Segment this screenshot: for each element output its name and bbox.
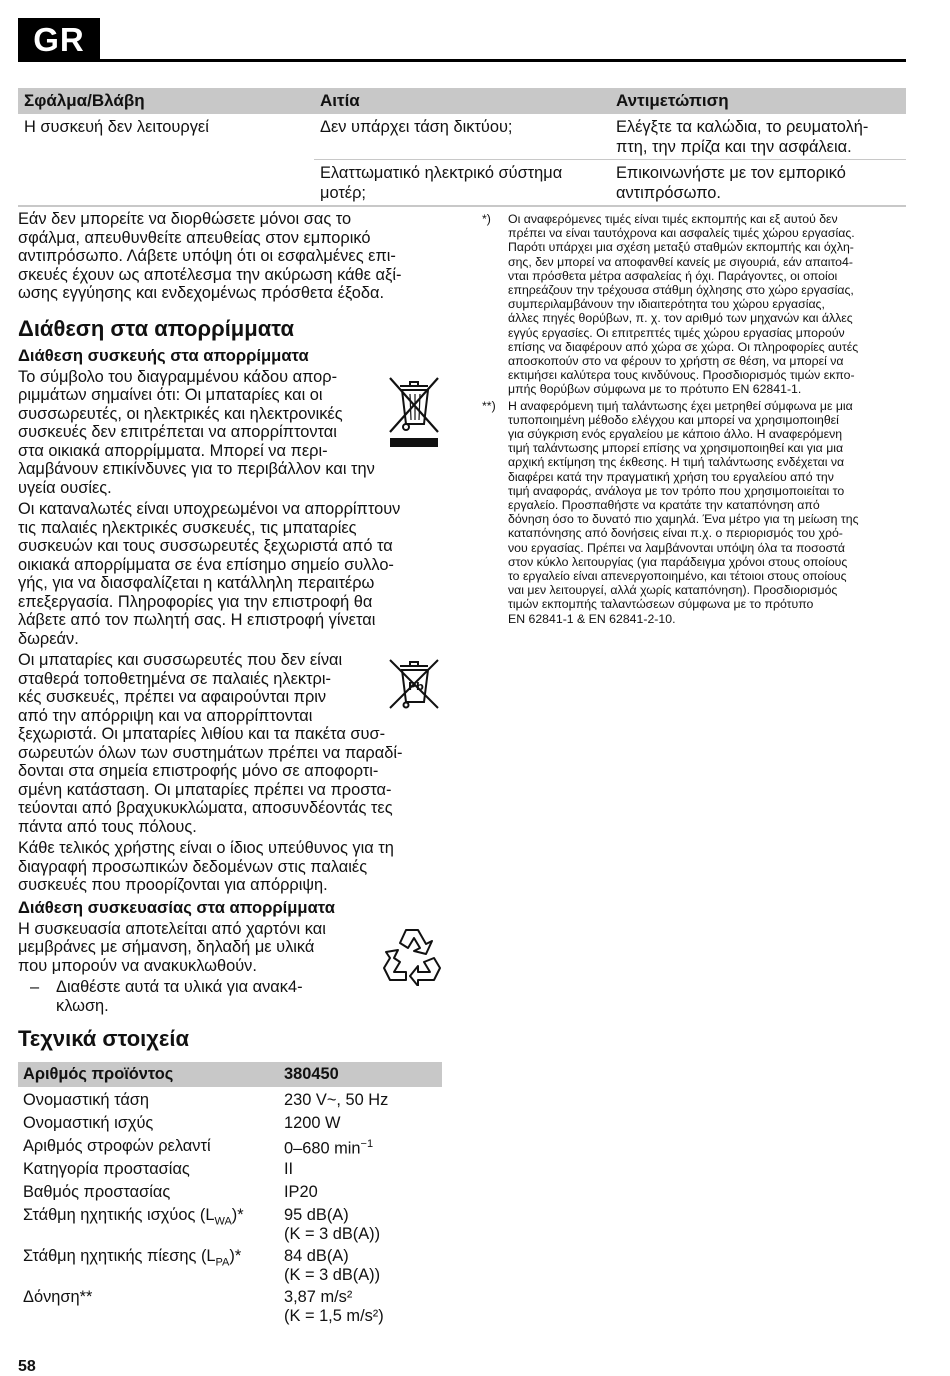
disposal-heading: Διάθεση στα απορρίμματα	[18, 315, 294, 341]
tech-data-heading: Τεχνικά στοιχεία	[18, 1026, 189, 1051]
footnote-1	[482, 212, 906, 397]
crossed-out-battery-bin-icon	[386, 656, 442, 712]
table-bottom-rule	[18, 205, 906, 207]
fault-cell-empty	[18, 160, 314, 205]
page-number: 58	[18, 1358, 36, 1375]
table-row: Ονομαστική ισχύς 1200 W	[23, 1114, 341, 1133]
device-paragraph-3: Οι μπαταρίες και συσσωρευτές που δεν είναι σταθερά τοποθετημένα σε παλαιές ηλεκτρι- κές συσκευές, πρέπει να αφαιρούνται πριν από την απόρριψη και να απορρίπτονται ξεχωριστά. Οι μπαταρίες λιθίου και τα πακέτα συσ- σωρευτών όλων των συστημάτων πρέπει να παραδί- δονται στα σημεία επιστροφής μόνο σε αποφορτι- σμένη κατάσταση. Οι μπαταρίες πρέπει να προστα- τεύονται από βραχυκυκλώματα, αποσυνδέοντάς τες πάντα από τους πόλους.	[18, 651, 403, 836]
table-header-row	[18, 88, 906, 114]
tech-data-table	[18, 1062, 442, 1325]
footnote-marker: **)	[482, 398, 496, 413]
crossed-out-wheelie-bin-icon	[384, 372, 444, 450]
recycling-icon	[380, 924, 444, 986]
footnote-marker: *)	[482, 212, 491, 226]
list-item-text: Διαθέστε αυτά τα υλικά για ανακ4- κλωση.	[56, 978, 303, 1015]
column-header-remedy: Αντιμετώπιση	[616, 91, 729, 110]
footnote-2	[482, 399, 906, 626]
table-row: Στάθμη ηχητικής ισχύος $(L_{WA})*$ 95 dB(A) (K = 3 dB(A))	[23, 1206, 381, 1243]
footnote-text: Οι αναφερόμενες τιμές είναι τιμές εκπομπής και εξ αυτού δεν πρέπει να είναι ταυτόχρονα και ασφαλείς τιμές χώρου εργασίας. Παρότι υπάρχει μια σχέση μεταξύ σταθμών εκπομπής και όχλη- σης, δεν μπορεί να αποφανθεί κανείς με σιγουριά, εάν απαιτο4- νται πρόσθετα μέτρα ασφαλείας ή όχι. Παράγοντες, οι οποίοι επηρεάζουν την τρέχουσα στάθμη όχλησης στο χώρο εργασίας, συμπεριλαμβάνουν την ιδιαιτερότητα του χώρου εργασίας, άλλες πηγές θορύβων, π. χ. τον αριθμό των μηχανών και άλλες εγγύς εργασίες. Οι επιτρεπτές τιμές χώρου εργασίας μπορούν επίσης να διαφέρουν από χώρα σε χώρα. Οι πληροφορίες αυτές αποσκοπούν στο να φέρουν το χρήστη σε θέση, να μπορεί να εκτιμήσει καλύτερα τους κινδύνους. Προσδιορισμός τιμών εκπο- μπής θορύβων σύμφωνα με το πρότυπο EN 62841-1.	[508, 212, 859, 397]
remedy-cell	[610, 114, 906, 159]
table-row: Βαθμός προστασίας IP20	[23, 1183, 318, 1202]
table-row: Δόνηση** 3,87 m/s² (K = 1,5 m/s²)	[23, 1288, 384, 1325]
list-dash: –	[30, 978, 40, 996]
cause-cell: Δεν υπάρχει τάση δικτύου;	[320, 118, 513, 136]
packaging-disposal-heading: Διάθεση συσκευασίας στα απορρίμματα	[18, 897, 335, 917]
packaging-paragraph: Η συσκευασία αποτελείται από χαρτόνι και μεμβράνες με σήμανση, δηλαδή με υλικά που μπορούν να ανακυκλωθούν.	[18, 919, 326, 975]
table-header-row	[18, 1062, 442, 1087]
device-paragraph-1: Το σύμβολο του διαγραμμένου κάδου απορ- ριμμάτων σημαίνει ότι: Οι μπαταρίες και οι συσσωρευτές, οι ηλεκτρικές και ηλεκτρονικές συσκευές δεν επιτρέπεται να απορρίπτονται στα οικιακά απορρίμματα. Μπορεί να περι- λαμβάνουν επικίνδυνες για το περιβάλλον και την υγεία ουσίες.	[18, 367, 375, 497]
header-rule	[100, 59, 906, 62]
table-row	[18, 114, 906, 159]
troubleshooting-table	[18, 88, 906, 207]
column-header-fault: Σφάλμα/Βλάβη	[24, 91, 145, 110]
remedy-line: Ελέγξτε τα καλώδια, το ρευματολή-	[616, 118, 869, 136]
product-number-value: 380450	[284, 1065, 339, 1084]
intro-paragraph: Εάν δεν μπορείτε να διορθώσετε μόνοι σας το σφάλμα, απευθυνθείτε απευθείας στον εμπορικό αντιπρόσωπο. Λάβετε υπόψη ότι οι εσφαλμένες επι- σκευές έχουν ως αποτέλεσμα την ακύρωση κάθε αξί- ωσης εγγύησης και ενδεχομένως πρόσθετα έξοδα.	[18, 210, 402, 302]
table-row: Κατηγορία προστασίας II	[23, 1160, 294, 1179]
remedy-cell	[610, 160, 906, 205]
device-paragraph-4: Κάθε τελικός χρήστης είναι ο ίδιος υπεύθυνος για τη διαγραφή προσωπικών δεδομένων στις παλαιές συσκευές που προορίζονται για απόρριψη.	[18, 839, 394, 894]
footnotes-column	[482, 212, 906, 626]
device-paragraph-2: Οι καταναλωτές είναι υποχρεωμένοι να απορρίπτουν τις παλαιές ηλεκτρικές συσκευές, τις μπαταρίες συσκευών και τους συσσωρευτές ξεχωριστά από τα οικιακά απορρίμματα σε ένα επίσημο σημείο συλλο- γής, για να διασφαλίζεται η κατάλληλη περαιτέρω επεξεργασία. Πληροφορίες για την επιστροφή θα λάβετε από τον πωλητή σας. Η επιστροφή γίνεται δωρεάν.	[18, 500, 401, 648]
language-badge: GR	[18, 18, 100, 62]
cause-line: Ελαττωματικό ηλεκτρικό σύστημα	[320, 164, 563, 182]
column-header-cause: Αιτία	[320, 91, 360, 110]
table-row: Αριθμός στροφών ρελαντί 0–680 $\min^{-1}$	[23, 1137, 374, 1158]
remedy-line: πτη, την πρίζα και την ασφάλεια.	[616, 138, 852, 156]
product-number-label: Αριθμός προϊόντος	[23, 1065, 174, 1084]
remedy-line: αντιπρόσωπο.	[616, 184, 721, 202]
table-row: Ονομαστική τάση 230 V~, 50 Hz	[23, 1091, 389, 1110]
cause-line: μοτέρ;	[320, 184, 366, 202]
fault-cell: Η συσκευή δεν λειτουργεί	[24, 118, 209, 136]
footnote-text: Η αναφερόμενη τιμή ταλάντωσης έχει μετρηθεί σύμφωνα με μια τυποποιημένη μέθοδο ελέγχου και μπορεί να χρησιμοποιηθεί για σύγκριση ενός εργαλείου με κάποιο άλλο. Η αναφερόμενη τιμή ταλάντωσης μπορεί επίσης να χρησιμοποιηθεί και για μια αρχική εκτίμηση της έκθεσης. Η τιμή ταλάντωσης ενδέχεται να διαφέρει κατά την πραγματική χρήση του εργαλείου από την τιμή αναφοράς, ανάλογα με τον τρόπο που χρησιμοποιείται το εργαλείο. Προσπαθήστε να κρατάτε την καταπόνηση από δόνηση όσο το δυνατό πιο χαμηλά. Ένα μέτρο για τη μείωση της καταπόνησης από δονήσεις είναι π.χ. ο περιορισμός του χρό- νου εργασίας. Πρέπει να λαμβάνονται υπόψη όλα τα ποσοστά στον κύκλο λειτουργίας (για παράδειγμα χρόνοι στους οποίους το εργαλείο είναι απενεργοποιημένο, και τέτοιοι στους οποίους ναι μεν λειτουργεί, αλλά χωρίς καταπόνηση). Προσδιορισμός τιμών εκπομπής ταλαντώσεων σύμφωνα με το πρότυπο EN 62841-1 & EN 62841-2-10.	[508, 398, 859, 626]
remedy-line: Επικοινωνήστε με τον εμπορικό	[616, 164, 846, 182]
svg-text:Pb: Pb	[408, 680, 424, 693]
cause-cell	[314, 160, 610, 205]
device-disposal-heading: Διάθεση συσκευής στα απορρίμματα	[18, 345, 309, 365]
table-row: Στάθμη ηχητικής πίεσης $(L_{PA})*$ 84 dB(A) (K = 3 dB(A))	[23, 1247, 381, 1284]
table-row	[18, 160, 906, 205]
